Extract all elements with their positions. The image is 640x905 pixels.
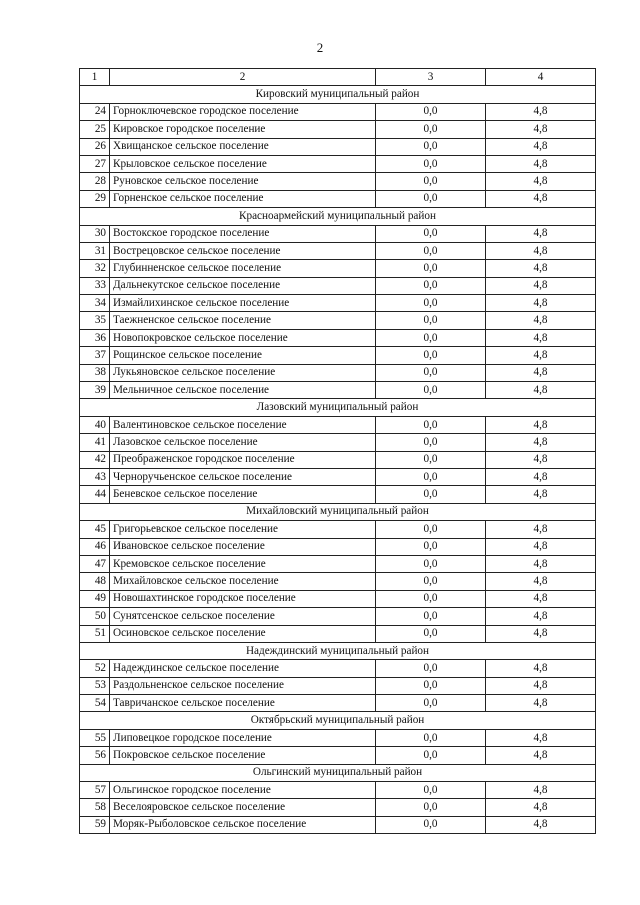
header-cell: 3 <box>376 69 486 86</box>
settlement-name: Руновское сельское поселение <box>110 173 376 190</box>
table-row <box>80 486 596 503</box>
value-col3: 0,0 <box>376 295 486 312</box>
value-col4: 4,8 <box>486 555 596 572</box>
settlement-name: Новопокровское сельское поселение <box>110 329 376 346</box>
row-number: 49 <box>80 590 110 607</box>
table-body <box>80 69 596 834</box>
district-name: Красноармейский муниципальный район <box>80 208 596 225</box>
value-col3: 0,0 <box>376 382 486 399</box>
value-col4: 4,8 <box>486 190 596 207</box>
table-row <box>80 295 596 312</box>
district-row <box>80 712 596 729</box>
table-row <box>80 695 596 712</box>
table-row <box>80 138 596 155</box>
row-number: 43 <box>80 468 110 485</box>
settlement-name: Моряк-Рыболовское сельское поселение <box>110 816 376 833</box>
value-col3: 0,0 <box>376 329 486 346</box>
settlement-name: Ивановское сельское поселение <box>110 538 376 555</box>
settlement-name: Мельничное сельское поселение <box>110 382 376 399</box>
district-name: Ольгинский муниципальный район <box>80 764 596 781</box>
value-col4: 4,8 <box>486 364 596 381</box>
row-number: 39 <box>80 382 110 399</box>
value-col3: 0,0 <box>376 121 486 138</box>
value-col3: 0,0 <box>376 155 486 172</box>
value-col4: 4,8 <box>486 382 596 399</box>
value-col3: 0,0 <box>376 434 486 451</box>
settlement-name: Лукьяновское сельское поселение <box>110 364 376 381</box>
row-number: 50 <box>80 608 110 625</box>
settlement-name: Григорьевское сельское поселение <box>110 521 376 538</box>
settlement-name: Черноручьенское сельское поселение <box>110 468 376 485</box>
table-row <box>80 660 596 677</box>
header-cell: 1 <box>80 69 110 86</box>
value-col3: 0,0 <box>376 677 486 694</box>
table-row <box>80 555 596 572</box>
row-number: 24 <box>80 103 110 120</box>
value-col4: 4,8 <box>486 103 596 120</box>
district-row <box>80 764 596 781</box>
value-col3: 0,0 <box>376 225 486 242</box>
value-col3: 0,0 <box>376 416 486 433</box>
settlement-name: Лазовское сельское поселение <box>110 434 376 451</box>
row-number: 26 <box>80 138 110 155</box>
value-col4: 4,8 <box>486 295 596 312</box>
value-col3: 0,0 <box>376 573 486 590</box>
value-col4: 4,8 <box>486 590 596 607</box>
table-row <box>80 312 596 329</box>
table-row <box>80 103 596 120</box>
value-col4: 4,8 <box>486 173 596 190</box>
district-row <box>80 399 596 416</box>
value-col4: 4,8 <box>486 799 596 816</box>
value-col4: 4,8 <box>486 138 596 155</box>
settlement-name: Тавричанское сельское поселение <box>110 695 376 712</box>
settlement-name: Ольгинское городское поселение <box>110 782 376 799</box>
settlement-name: Покровское сельское поселение <box>110 747 376 764</box>
row-number: 32 <box>80 260 110 277</box>
value-col4: 4,8 <box>486 121 596 138</box>
value-col3: 0,0 <box>376 486 486 503</box>
value-col3: 0,0 <box>376 782 486 799</box>
value-col3: 0,0 <box>376 364 486 381</box>
row-number: 48 <box>80 573 110 590</box>
row-number: 44 <box>80 486 110 503</box>
table-row <box>80 538 596 555</box>
table-row <box>80 173 596 190</box>
row-number: 40 <box>80 416 110 433</box>
value-col3: 0,0 <box>376 729 486 746</box>
row-number: 51 <box>80 625 110 642</box>
page-number: 2 <box>316 40 324 55</box>
row-number: 42 <box>80 451 110 468</box>
district-row <box>80 642 596 659</box>
settlement-name: Беневское сельское поселение <box>110 486 376 503</box>
value-col4: 4,8 <box>486 242 596 259</box>
value-col4: 4,8 <box>486 695 596 712</box>
row-number: 41 <box>80 434 110 451</box>
table-row <box>80 590 596 607</box>
table-row <box>80 677 596 694</box>
value-col3: 0,0 <box>376 590 486 607</box>
row-number: 30 <box>80 225 110 242</box>
value-col3: 0,0 <box>376 555 486 572</box>
district-name: Кировский муниципальный район <box>80 86 596 103</box>
value-col4: 4,8 <box>486 747 596 764</box>
row-number: 28 <box>80 173 110 190</box>
value-col3: 0,0 <box>376 277 486 294</box>
value-col4: 4,8 <box>486 729 596 746</box>
value-col4: 4,8 <box>486 468 596 485</box>
settlement-name: Новошахтинское городское поселение <box>110 590 376 607</box>
row-number: 33 <box>80 277 110 294</box>
value-col3: 0,0 <box>376 103 486 120</box>
settlement-name: Глубинненское сельское поселение <box>110 260 376 277</box>
table-row <box>80 242 596 259</box>
value-col3: 0,0 <box>376 747 486 764</box>
row-number: 53 <box>80 677 110 694</box>
table-row <box>80 347 596 364</box>
settlement-name: Хвищанское сельское поселение <box>110 138 376 155</box>
value-col4: 4,8 <box>486 660 596 677</box>
value-col3: 0,0 <box>376 451 486 468</box>
table-row <box>80 260 596 277</box>
value-col3: 0,0 <box>376 660 486 677</box>
settlement-name: Крыловское сельское поселение <box>110 155 376 172</box>
table-row <box>80 329 596 346</box>
district-row <box>80 86 596 103</box>
value-col4: 4,8 <box>486 347 596 364</box>
value-col4: 4,8 <box>486 329 596 346</box>
table-row <box>80 608 596 625</box>
row-number: 38 <box>80 364 110 381</box>
table-row <box>80 729 596 746</box>
settlement-name: Вострецовское сельское поселение <box>110 242 376 259</box>
settlement-name: Горноключевское городское поселение <box>110 103 376 120</box>
settlements-table <box>79 68 596 834</box>
settlement-name: Кремовское сельское поселение <box>110 555 376 572</box>
header-cell: 2 <box>110 69 376 86</box>
settlement-name: Осиновское сельское поселение <box>110 625 376 642</box>
table-row <box>80 364 596 381</box>
value-col3: 0,0 <box>376 138 486 155</box>
table-row <box>80 468 596 485</box>
table-row <box>80 434 596 451</box>
value-col3: 0,0 <box>376 242 486 259</box>
row-number: 35 <box>80 312 110 329</box>
district-name: Лазовский муниципальный район <box>80 399 596 416</box>
row-number: 47 <box>80 555 110 572</box>
settlement-name: Сунятсенское сельское поселение <box>110 608 376 625</box>
row-number: 58 <box>80 799 110 816</box>
district-name: Михайловский муниципальный район <box>80 503 596 520</box>
value-col3: 0,0 <box>376 190 486 207</box>
table-row <box>80 521 596 538</box>
table-row <box>80 121 596 138</box>
value-col4: 4,8 <box>486 521 596 538</box>
table-row <box>80 747 596 764</box>
table-row <box>80 155 596 172</box>
value-col4: 4,8 <box>486 451 596 468</box>
table-row <box>80 225 596 242</box>
value-col3: 0,0 <box>376 173 486 190</box>
district-row <box>80 208 596 225</box>
settlement-name: Липовецкое городское поселение <box>110 729 376 746</box>
value-col4: 4,8 <box>486 260 596 277</box>
table-row <box>80 573 596 590</box>
settlement-name: Михайловское сельское поселение <box>110 573 376 590</box>
settlement-name: Веселояровское сельское поселение <box>110 799 376 816</box>
value-col4: 4,8 <box>486 538 596 555</box>
row-number: 34 <box>80 295 110 312</box>
settlement-name: Измайлихинское сельское поселение <box>110 295 376 312</box>
value-col3: 0,0 <box>376 538 486 555</box>
table-row <box>80 277 596 294</box>
table-row <box>80 382 596 399</box>
row-number: 57 <box>80 782 110 799</box>
row-number: 31 <box>80 242 110 259</box>
value-col4: 4,8 <box>486 677 596 694</box>
row-number: 54 <box>80 695 110 712</box>
table-row <box>80 451 596 468</box>
value-col3: 0,0 <box>376 468 486 485</box>
value-col3: 0,0 <box>376 260 486 277</box>
row-number: 46 <box>80 538 110 555</box>
settlement-name: Востокское городское поселение <box>110 225 376 242</box>
value-col4: 4,8 <box>486 312 596 329</box>
settlement-name: Преображенское городское поселение <box>110 451 376 468</box>
value-col4: 4,8 <box>486 486 596 503</box>
row-number: 59 <box>80 816 110 833</box>
value-col4: 4,8 <box>486 277 596 294</box>
row-number: 37 <box>80 347 110 364</box>
row-number: 45 <box>80 521 110 538</box>
value-col4: 4,8 <box>486 608 596 625</box>
table-row <box>80 816 596 833</box>
value-col4: 4,8 <box>486 625 596 642</box>
settlement-name: Надеждинское сельское поселение <box>110 660 376 677</box>
settlement-name: Раздольненское сельское поселение <box>110 677 376 694</box>
settlement-name: Рощинское сельское поселение <box>110 347 376 364</box>
value-col4: 4,8 <box>486 434 596 451</box>
row-number: 25 <box>80 121 110 138</box>
value-col4: 4,8 <box>486 225 596 242</box>
row-number: 27 <box>80 155 110 172</box>
table-row <box>80 625 596 642</box>
value-col3: 0,0 <box>376 816 486 833</box>
value-col4: 4,8 <box>486 416 596 433</box>
value-col3: 0,0 <box>376 625 486 642</box>
district-name: Надеждинский муниципальный район <box>80 642 596 659</box>
value-col4: 4,8 <box>486 573 596 590</box>
value-col4: 4,8 <box>486 782 596 799</box>
district-row <box>80 503 596 520</box>
settlement-name: Кировское городское поселение <box>110 121 376 138</box>
row-number: 56 <box>80 747 110 764</box>
table-header-row <box>80 69 596 86</box>
settlement-name: Валентиновское сельское поселение <box>110 416 376 433</box>
value-col3: 0,0 <box>376 695 486 712</box>
settlement-name: Горненское сельское поселение <box>110 190 376 207</box>
table-row <box>80 782 596 799</box>
table-row <box>80 799 596 816</box>
row-number: 36 <box>80 329 110 346</box>
row-number: 29 <box>80 190 110 207</box>
value-col3: 0,0 <box>376 312 486 329</box>
district-name: Октябрьский муниципальный район <box>80 712 596 729</box>
settlement-name: Дальнекутское сельское поселение <box>110 277 376 294</box>
row-number: 52 <box>80 660 110 677</box>
value-col3: 0,0 <box>376 799 486 816</box>
value-col4: 4,8 <box>486 155 596 172</box>
settlement-name: Таежненское сельское поселение <box>110 312 376 329</box>
value-col4: 4,8 <box>486 816 596 833</box>
row-number: 55 <box>80 729 110 746</box>
value-col3: 0,0 <box>376 608 486 625</box>
value-col3: 0,0 <box>376 347 486 364</box>
value-col3: 0,0 <box>376 521 486 538</box>
header-cell: 4 <box>486 69 596 86</box>
table-row <box>80 190 596 207</box>
table-row <box>80 416 596 433</box>
